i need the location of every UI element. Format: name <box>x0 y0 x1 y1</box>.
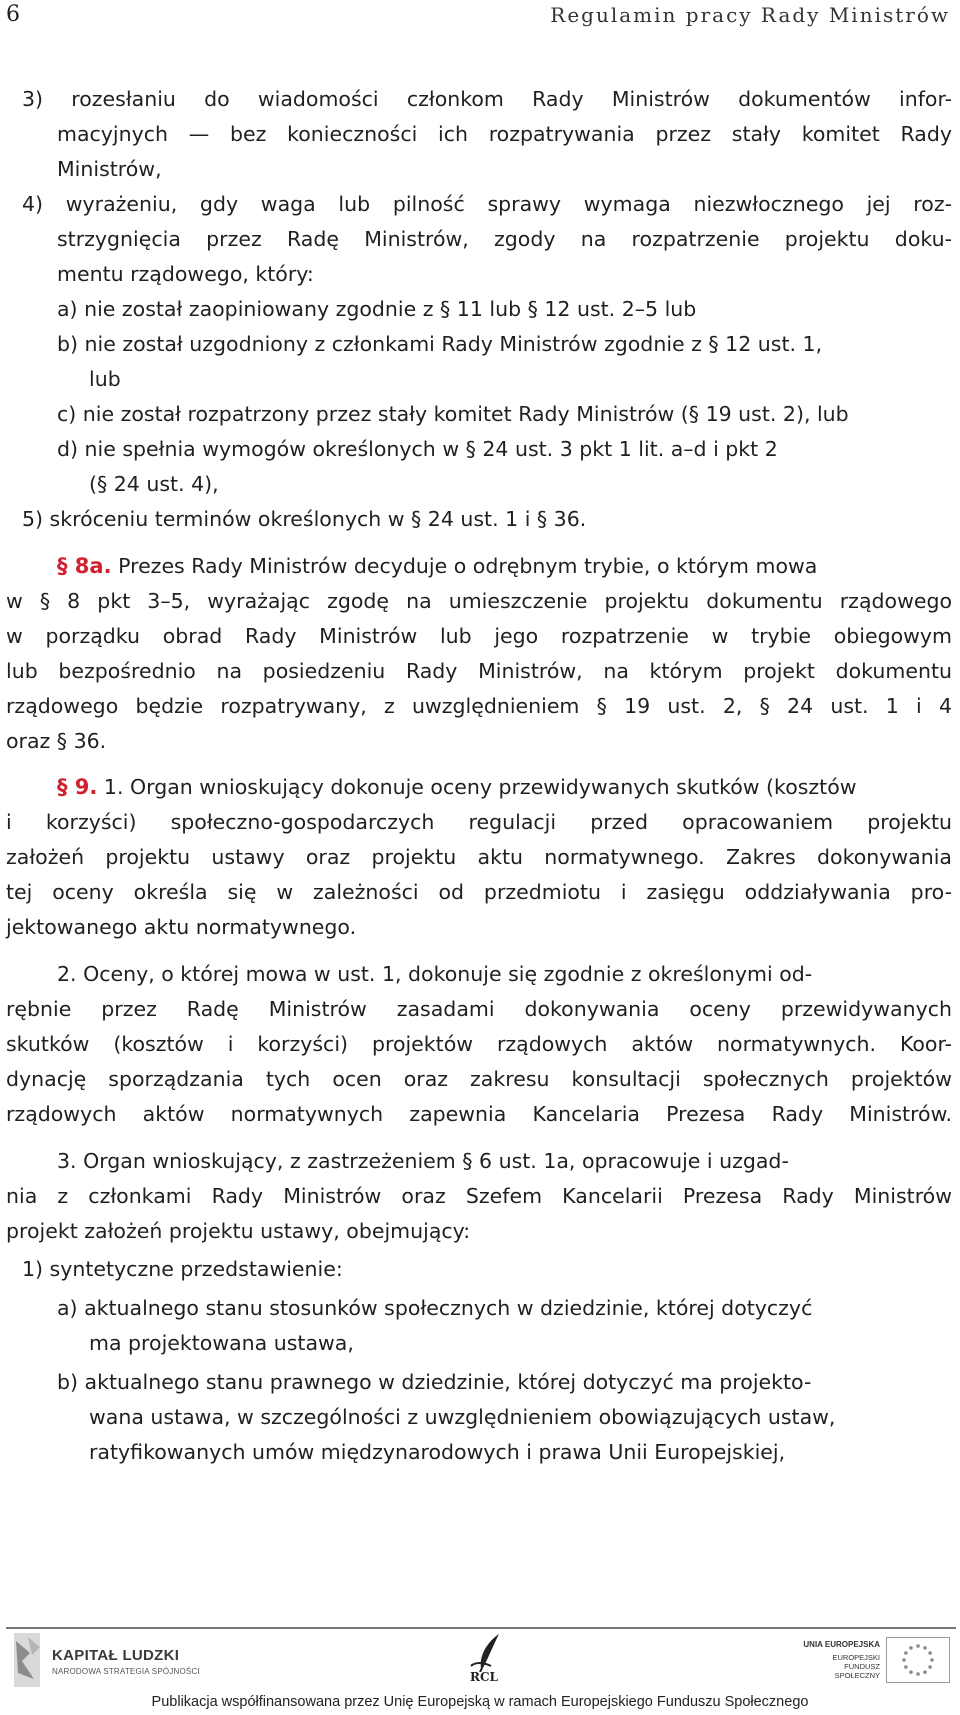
text-line <box>57 961 812 987</box>
line-text: c) nie został rozpatrzony przez stały komitet Rady Ministrów (§ 19 ust. 2), lub <box>57 402 849 426</box>
line-text: ratyfikowanych umów międzynarodowych i prawa Unii Europejskiej, <box>89 1440 786 1464</box>
line-text: lub bezpośrednio na posiedzeniu Rady Ministrów, na którym projekt dokumentu <box>6 659 952 683</box>
text-line <box>57 436 778 462</box>
text-line <box>57 156 162 182</box>
rcl-logo <box>453 1632 513 1688</box>
text-line <box>6 1101 952 1127</box>
eu-star-icon <box>909 1670 913 1674</box>
eu-fund-line-2: FUNDUSZ SPOŁECZNY <box>834 1662 880 1680</box>
text-line <box>57 774 857 800</box>
text-line <box>6 658 952 684</box>
eu-star-icon <box>904 1651 908 1655</box>
text-line <box>57 553 817 579</box>
text-line <box>89 471 219 497</box>
text-line <box>57 226 952 252</box>
line-text: Ministrów, <box>57 157 162 181</box>
eu-union-label: UNIA EUROPEJSKA <box>803 1640 880 1649</box>
line-text: macyjnych — bez konieczności ich rozpatrywania przez stały komitet Rady <box>57 122 952 146</box>
line-text: rządowych aktów normatywnych zapewnia Kancelaria Prezesa Rady Ministrów. <box>6 1102 952 1126</box>
text-line <box>6 693 952 719</box>
eu-star-icon <box>930 1658 934 1662</box>
text-line <box>6 914 356 940</box>
line-text: rządowego będzie rozpatrywany, z uwzględnieniem § 19 ust. 2, § 24 ust. 1 i 4 <box>6 694 952 718</box>
text-line <box>6 996 952 1022</box>
line-text: i korzyści) społeczno-gospodarczych regulacji przed opracowaniem projektu <box>6 810 952 834</box>
rcl-label: RCL <box>470 1670 498 1684</box>
eu-star-icon <box>928 1651 932 1655</box>
paragraph-marker: § 8a. <box>57 554 112 578</box>
running-header-title: Regulamin pracy Rady Ministrów <box>550 3 950 27</box>
text-line <box>6 588 952 614</box>
line-text: wana ustawa, w szczególności z uwzględnieniem obowiązujących ustaw, <box>89 1405 836 1429</box>
line-text: ma projektowana ustawa, <box>89 1331 354 1355</box>
kapital-ludzki-subtitle: NARODOWA STRATEGIA SPÓJNOŚCI <box>52 1667 200 1676</box>
kapital-ludzki-logo <box>10 1633 205 1689</box>
text-line <box>89 1404 835 1430</box>
text-line <box>6 844 952 870</box>
text-line <box>89 1330 354 1356</box>
eu-fund-line-1: EUROPEJSKI <box>832 1653 880 1662</box>
line-text: nia z członkami Rady Ministrów oraz Szefem Kancelarii Prezesa Rady Ministrów <box>6 1184 952 1208</box>
text-line <box>22 1256 343 1282</box>
text-line <box>57 121 952 147</box>
footer-divider <box>6 1627 956 1629</box>
line-text: 4) wyrażeniu, gdy waga lub pilność sprawy wymaga niezwłocznego jej roz- <box>22 192 952 216</box>
text-line <box>57 331 822 357</box>
eu-star-icon <box>928 1665 932 1669</box>
eu-star-icon <box>916 1644 920 1648</box>
line-text: a) nie został zaopiniowany zgodnie z § 11 lub § 12 ust. 2–5 lub <box>57 297 697 321</box>
eu-logo <box>800 1637 950 1687</box>
eu-fund-label <box>800 1653 880 1680</box>
eu-flag-icon <box>886 1637 950 1683</box>
line-text: b) nie został uzgodniony z członkami Rady Ministrów zgodnie z § 12 ust. 1, <box>57 332 823 356</box>
line-text: 3. Organ wnioskujący, z zastrzeżeniem § 6 ust. 1a, opracowuje i uzgad- <box>57 1149 789 1173</box>
text-line <box>57 1369 811 1395</box>
line-text: d) nie spełnia wymogów określonych w § 24 ust. 3 pkt 1 lit. a–d i pkt 2 <box>57 437 778 461</box>
rcl-quill-icon <box>453 1632 513 1672</box>
line-text: 1) syntetyczne przedstawienie: <box>22 1257 343 1281</box>
line-text: jektowanego aktu normatywnego. <box>6 915 357 939</box>
text-line <box>57 296 696 322</box>
eu-star-icon <box>904 1665 908 1669</box>
line-text: założeń projektu ustawy oraz projektu aktu normatywnego. Zakres dokonywania <box>6 845 952 869</box>
kapital-ludzki-emblem-icon <box>10 1633 44 1687</box>
line-text: 2. Oceny, o której mowa w ust. 1, dokonuje się zgodnie z określonymi od- <box>57 962 813 986</box>
text-line <box>57 401 849 427</box>
line-text: strzygnięcia przez Radę Ministrów, zgody na rozpatrzenie projektu doku- <box>57 227 952 251</box>
paragraph-marker: § 9. <box>57 775 98 799</box>
line-text: (§ 24 ust. 4), <box>89 472 219 496</box>
line-text: lub <box>89 367 121 391</box>
line-text: 3) rozesłaniu do wiadomości członkom Rady Ministrów dokumentów infor- <box>22 87 952 111</box>
line-text: w porządku obrad Rady Ministrów lub jego rozpatrzenie w trybie obiegowym <box>6 624 952 648</box>
line-text: b) aktualnego stanu prawnego w dziedzinie, której dotyczyć ma projekto- <box>57 1370 812 1394</box>
line-text: rębnie przez Radę Ministrów zasadami dokonywania oceny przewidywanych <box>6 997 952 1021</box>
eu-star-icon <box>916 1672 920 1676</box>
text-line <box>89 366 121 392</box>
text-line <box>57 1148 789 1174</box>
text-line <box>6 728 106 754</box>
line-text: mentu rządowego, który: <box>57 262 314 286</box>
text-line <box>22 191 952 217</box>
text-line <box>22 506 586 532</box>
text-line <box>6 809 952 835</box>
cofinancing-note: Publikacja współfinansowana przez Unię Europejską w ramach Europejskiego Funduszu Społecznego <box>151 1694 809 1710</box>
eu-star-icon <box>923 1670 927 1674</box>
line-text: a) aktualnego stanu stosunków społecznych w dziedzinie, której dotyczyć <box>57 1296 813 1320</box>
text-line <box>6 879 952 905</box>
line-text: oraz § 36. <box>6 729 107 753</box>
text-line <box>6 1183 952 1209</box>
eu-star-icon <box>902 1658 906 1662</box>
text-line <box>6 1066 952 1092</box>
line-text: dynację sporządzania tych ocen oraz zakresu konsultacji społecznych projektów <box>6 1067 952 1091</box>
line-text: projekt założeń projektu ustawy, obejmujący: <box>6 1219 471 1243</box>
line-text: skutków (kosztów i korzyści) projektów rządowych aktów normatywnych. Koor- <box>6 1032 952 1056</box>
eu-star-icon <box>923 1646 927 1650</box>
kapital-ludzki-title: KAPITAŁ LUDZKI <box>52 1647 180 1664</box>
text-line <box>6 623 952 649</box>
text-line <box>22 86 952 112</box>
line-text: 5) skróceniu terminów określonych w § 24 ust. 1 i § 36. <box>22 507 587 531</box>
text-line <box>57 1295 812 1321</box>
text-line <box>89 1439 785 1465</box>
line-text: tej oceny określa się w zależności od przedmiotu i zasięgu oddziaływania pro- <box>6 880 952 904</box>
line-text: 1. Organ wnioskujący dokonuje oceny przewidywanych skutków (kosztów <box>97 775 857 799</box>
eu-star-icon <box>909 1646 913 1650</box>
text-line <box>6 1031 952 1057</box>
line-text: w § 8 pkt 3–5, wyrażając zgodę na umieszczenie projektu dokumentu rządowego <box>6 589 952 613</box>
page-number: 6 <box>6 2 20 27</box>
line-text: Prezes Rady Ministrów decyduje o odrębnym trybie, o którym mowa <box>111 554 818 578</box>
text-line <box>57 261 314 287</box>
text-line <box>6 1218 470 1244</box>
